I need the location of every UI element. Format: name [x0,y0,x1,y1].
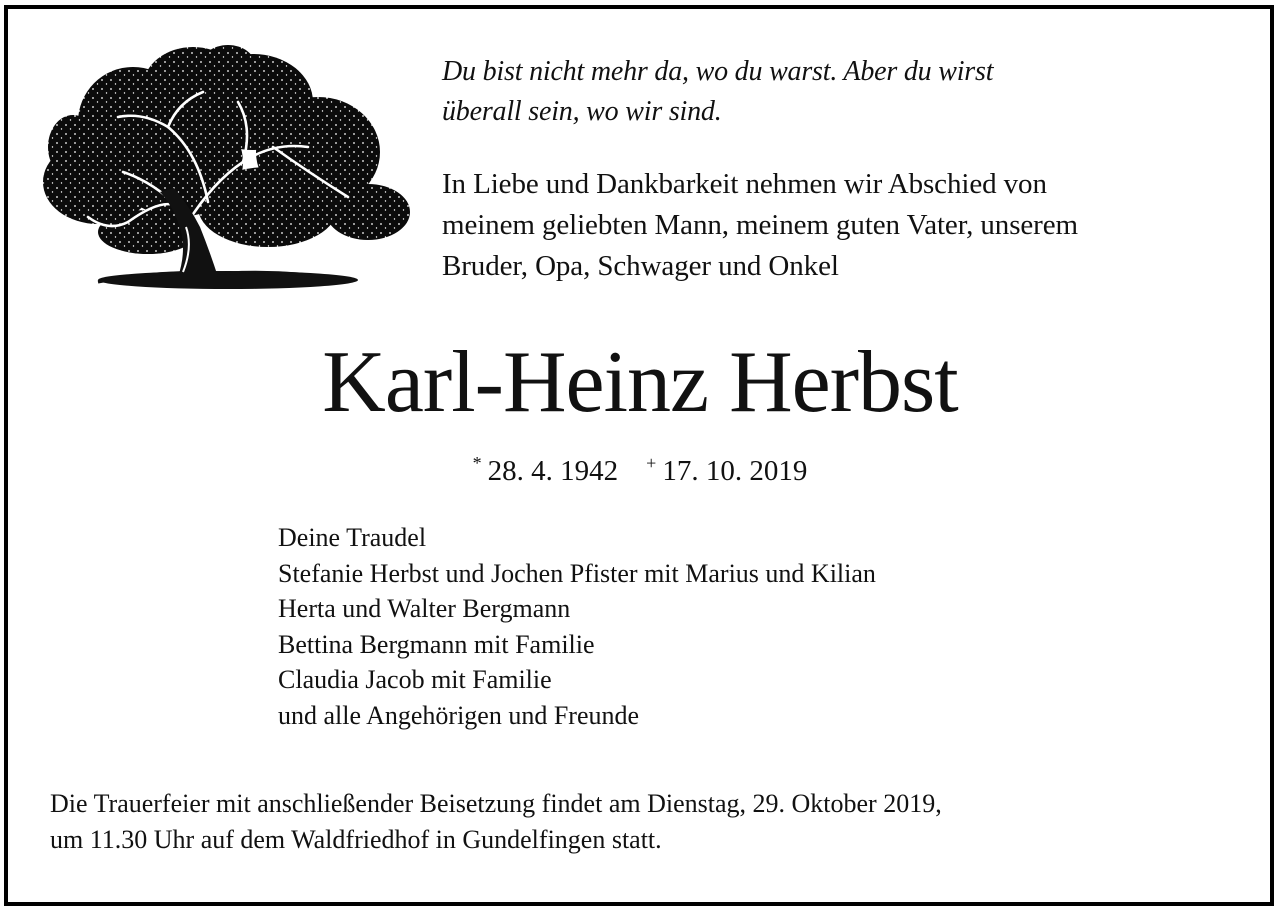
mourner-entry: Bettina Bergmann mit Familie [278,629,595,659]
mourner-entry: Claudia Jacob mit Familie [278,665,552,694]
tree-icon [28,32,418,297]
mourners-list [278,520,1078,733]
intro-line: In Liebe und Dankbarkeit nehmen wir Abschied von [442,168,1047,200]
intro-line: Bruder, Opa, Schwager und Onkel [442,250,839,282]
deceased-name: Karl-Heinz Herbst [322,334,958,431]
intro-text [442,164,1242,287]
mourner-entry: Stefanie Herbst und Jochen Pfister mit Marius und Kilian [278,558,876,588]
mourner-entry: Deine Traudel [278,523,427,552]
birth-symbol: * [472,453,482,473]
death-date: 17. 10. 2019 [662,455,808,487]
quote-line: überall sein, wo wir sind. [442,96,722,127]
quote-line: Du bist nicht mehr da, wo du warst. Aber du wirst [442,56,994,87]
intro-line: meinem geliebten Mann, meinem guten Vater, unserem [442,209,1078,241]
funeral-service-info [50,786,1230,858]
death-symbol: + [646,453,657,473]
mourner-entry: und alle Angehörigen und Freunde [278,700,640,730]
memorial-quote [442,52,1222,132]
service-line: Die Trauerfeier mit anschließender Beisetzung findet am Dienstag, 29. Oktober 2019, [50,789,942,818]
mourner-entry: Herta und Walter Bergmann [278,594,571,623]
life-dates [0,443,1280,491]
service-line: um 11.30 Uhr auf dem Waldfriedhof in Gundelfingen statt. [50,825,662,854]
birth-date: 28. 4. 1942 [487,455,619,487]
